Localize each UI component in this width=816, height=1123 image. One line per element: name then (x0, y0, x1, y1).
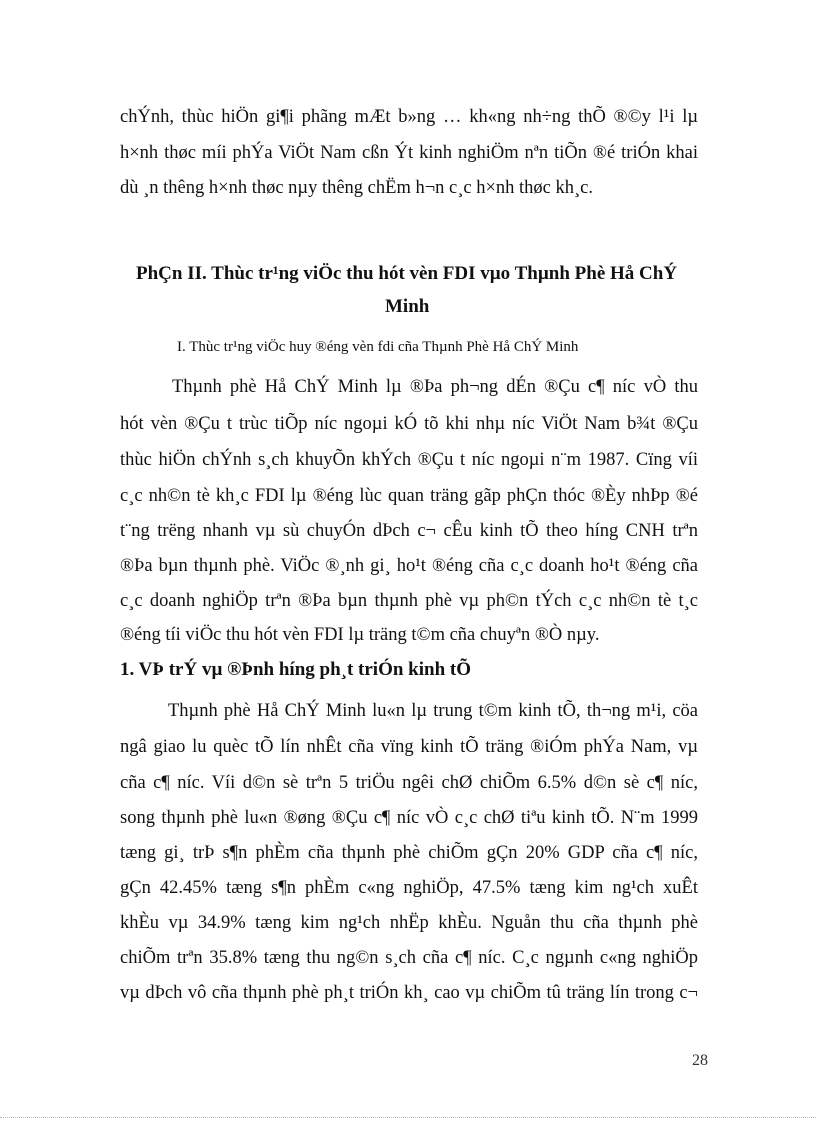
body-text-line: c¸c doanh nghiÖp trªn ®Þa bµn thµnh phè vµ ph©n tÝch c¸c nh©n tè t¸c (120, 591, 698, 611)
body-text-line: h×nh thøc míi phÝa ViÖt Nam cßn Ýt kinh nghiÖm nªn tiÕn ®é triÓn khai (120, 143, 698, 163)
subsection-title: 1. VÞ trÝ vµ ®Þnh híng ph¸t triÓn kinh tÕ (120, 659, 472, 680)
body-text-line: Thµnh phè Hå ChÝ Minh lu«n lµ trung t©m kinh tÕ, th¬ng m¹i, cöa (168, 701, 698, 721)
body-text-line: t¨ng trëng nhanh vµ sù chuyÓn dÞch c¬ cÊu kinh tÕ theo híng CNH trªn (120, 521, 698, 541)
body-text-line: hót vèn ®Çu t trùc tiÕp níc ngoµi kÓ tõ khi nhµ níc ViÖt Nam b¾t ®Çu (120, 414, 698, 434)
page-number: 28 (692, 1052, 708, 1069)
body-text-line: thùc hiÖn chÝnh s¸ch khuyÕn khÝch ®Çu t níc ngoµi n¨m 1987. Cïng víi (120, 450, 698, 470)
body-text-line: ®éng tíi viÖc thu hót vèn FDI lµ träng t©m cña chuyªn ®Ò nµy. (120, 625, 600, 645)
part-title: Minh (385, 296, 430, 317)
body-text-line: cña c¶ níc. Víi d©n sè trªn 5 triÖu ngêi chØ chiÕm 6.5% d©n sè c¶ níc, (120, 773, 698, 793)
body-text-line: ®Þa bµn thµnh phè. ViÖc ®¸nh gi¸ ho¹t ®éng cña c¸c doanh ho¹t ®éng cña (120, 556, 698, 576)
section-title: I. Thùc tr¹ng viÖc huy ®éng vèn fdi cña Thµnh Phè Hå ChÝ Minh (177, 339, 579, 355)
body-text-line: vµ dÞch vô cña thµnh phè ph¸t triÓn kh¸ cao vµ chiÕm tû träng lín trong c¬ (120, 983, 698, 1003)
body-text-line: Thµnh phè Hå ChÝ Minh lµ ®Þa ph¬ng dÉn ®Çu c¶ níc vÒ thu (172, 377, 698, 397)
part-title: PhÇn II. Thùc tr¹ng viÖc thu hót vèn FDI vµo Thµnh Phè Hå ChÝ (136, 263, 678, 284)
body-text-line: chiÕm trªn 35.8% tæng thu ng©n s¸ch cña c¶ níc. C¸c ngµnh c«ng nghiÖp (120, 948, 698, 968)
body-text-line: c¸c nh©n tè kh¸c FDI lµ ®éng lùc quan träng gãp phÇn thóc ®Èy nhÞp ®é (120, 486, 698, 506)
body-text-line: dù ¸n thêng h×nh thøc nµy thêng chËm h¬n c¸c h×nh thøc kh¸c. (120, 178, 594, 198)
body-text-line: chÝnh, thùc hiÖn gi¶i phãng mÆt b»ng … kh«ng nh÷ng thÕ ®©y l¹i lµ (120, 107, 698, 127)
body-text-line: song thµnh phè lu«n ®øng ®Çu c¶ níc vÒ c¸c chØ tiªu kinh tÕ. N¨m 1999 (120, 808, 698, 828)
page-bottom-divider (0, 1117, 816, 1118)
body-text-line: gÇn 42.45% tæng s¶n phÈm c«ng nghiÖp, 47.5% tæng kim ng¹ch xuÊt (120, 878, 698, 898)
body-text-line: ngâ giao lu quèc tÕ lín nhÊt cña vïng kinh tÕ träng ®iÓm phÝa Nam, vµ (120, 737, 698, 757)
body-text-line: tæng gi¸ trÞ s¶n phÈm cña thµnh phè chiÕm gÇn 20% GDP cña c¶ níc, (120, 843, 698, 863)
body-text-line: khÈu vµ 34.9% tæng kim ng¹ch nhËp khÈu. Nguån thu cña thµnh phè (120, 913, 698, 933)
